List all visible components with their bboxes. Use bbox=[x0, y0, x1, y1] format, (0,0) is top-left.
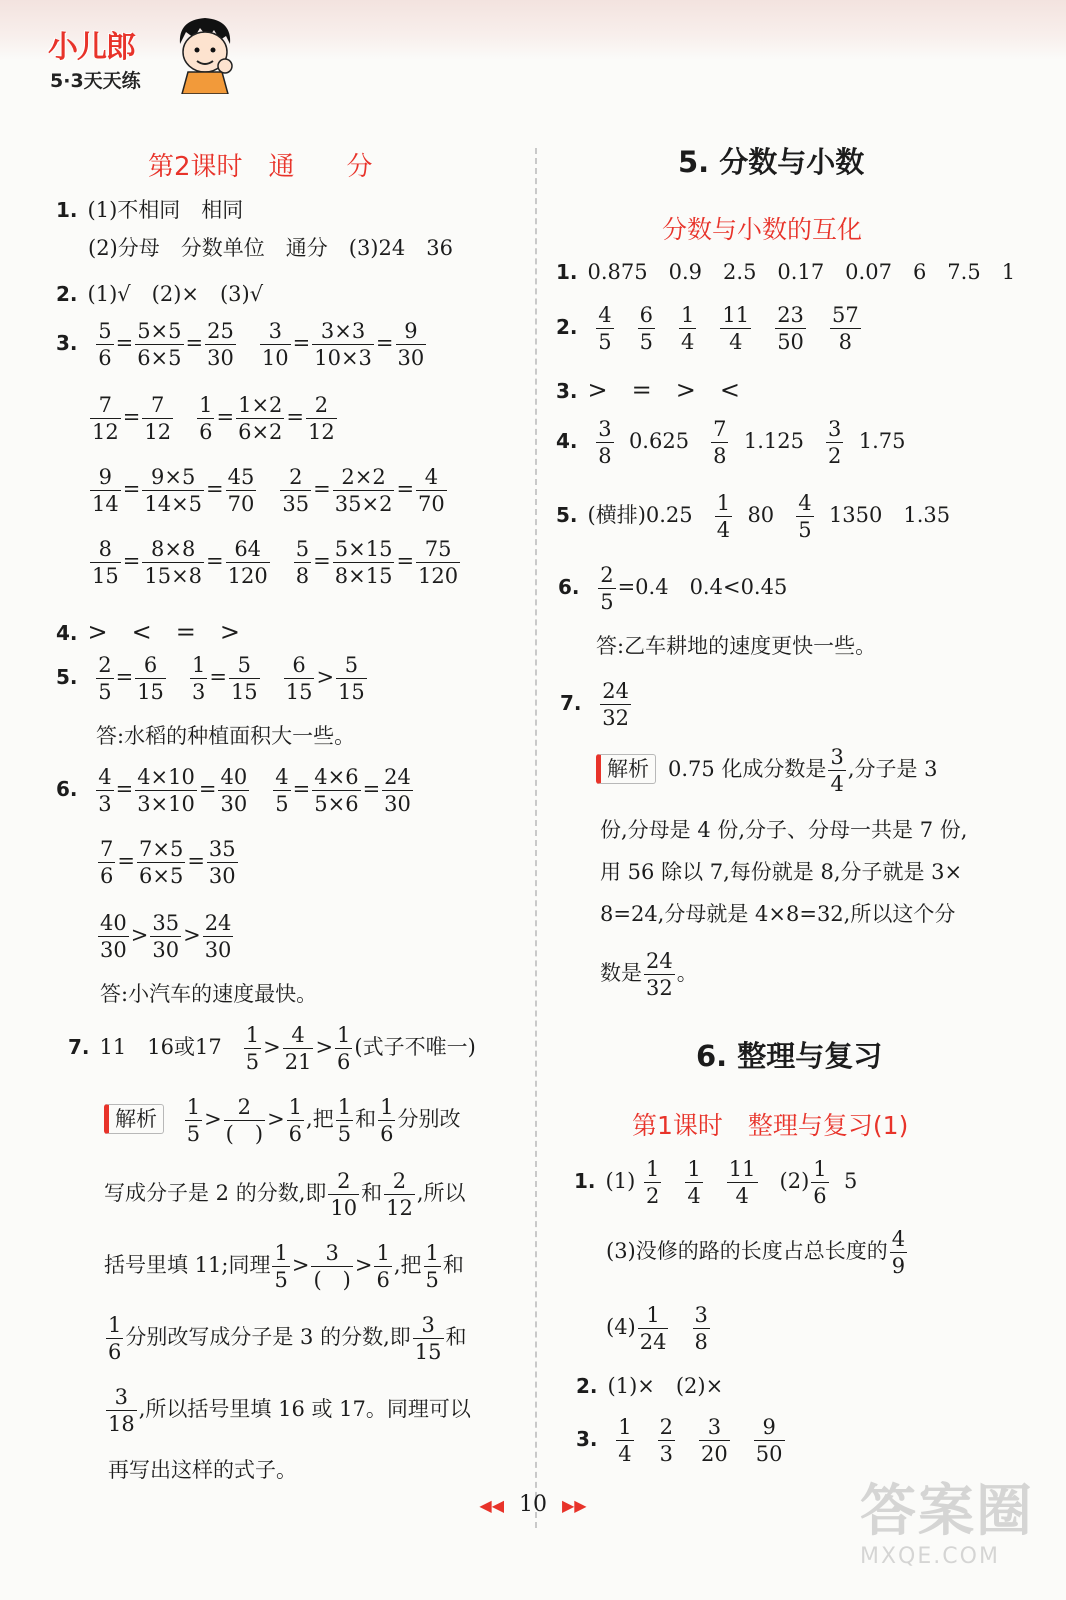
fraction: $\frac{1}{6}$ bbox=[288, 1095, 303, 1146]
fraction: $\frac{6}{15}$ bbox=[285, 653, 313, 704]
left-analysis-line2: 写成分子是 2 的分数,即 $\frac{2}{10}$ 和 $\frac{2}{12}$ ,所以 bbox=[104, 1169, 466, 1220]
fraction: $\frac{3}{10}$ bbox=[261, 319, 289, 370]
fraction: 3 ( ) bbox=[313, 1241, 351, 1292]
fraction: $\frac{2\times 2}{35\times 2}$ bbox=[334, 465, 393, 516]
fraction: $\frac{2}{12}$ bbox=[308, 393, 335, 444]
fraction: $\frac{6}{15}$ bbox=[137, 653, 164, 704]
right-analysis-line1: 解析 0.75 化成分数是 $\frac{3}{4}$ ,分子是 3 bbox=[596, 744, 938, 797]
fraction: $\frac{1}{4}$ bbox=[681, 303, 695, 354]
q7-line: 7. 11 16或17 $\frac{1}{5}$ > $\frac{4}{21}$ > $\frac{1}{6}$ (式子不唯一) bbox=[68, 1023, 476, 1074]
r-q6-line: 6. $\frac{2}{5}$ =0.4 0.4<0.45 bbox=[558, 563, 788, 614]
r-q7-line: 7. $\frac{24}{32}$ bbox=[560, 679, 629, 730]
fraction: $\frac{5}{15}$ bbox=[338, 653, 365, 704]
fraction: $\frac{1}{5}$ bbox=[186, 1095, 201, 1146]
fraction: $\frac{5}{8}$ bbox=[295, 537, 310, 588]
q3-row1: 3. $\frac{5}{6}$ = $\frac{5\times 5}{6\times 5}$ = $\frac{25}{30}$ $\frac{3}{10}$ = $\frac{3\times 3}{10\times 3}$ = $\frac{9}{30}$ bbox=[56, 319, 425, 370]
fraction: $\frac{75}{120}$ bbox=[418, 537, 459, 588]
fraction: $\frac{4}{5}$ bbox=[798, 491, 812, 542]
column-divider bbox=[535, 148, 537, 1528]
q1-line2: (2)分母 分数单位 通分 (3)24 36 bbox=[88, 236, 453, 260]
fraction: $\frac{2}{10}$ bbox=[330, 1169, 358, 1220]
fraction: $\frac{4}{21}$ bbox=[284, 1023, 312, 1074]
brand-logo bbox=[48, 22, 228, 102]
fraction: $\frac{23}{50}$ bbox=[777, 303, 804, 354]
fraction: $\frac{3}{20}$ bbox=[701, 1415, 728, 1466]
right-analysis-line2: 份,分母是 4 份,分子、分母一共是 7 份, bbox=[600, 818, 968, 842]
q5-line: 5. $\frac{2}{5}$ = $\frac{6}{15}$ $\frac{1}{3}$ = $\frac{5}{15}$ $\frac{6}{15}$ > $\frac{5}{15}$ bbox=[56, 653, 365, 704]
fraction: $\frac{1}{4}$ bbox=[716, 491, 731, 542]
fraction: $\frac{5}{6}$ bbox=[98, 319, 112, 370]
fraction: $\frac{8\times 8}{15\times 8}$ bbox=[144, 537, 203, 588]
fraction: $\frac{3}{2}$ bbox=[827, 417, 842, 468]
fraction: $\frac{1}{3}$ bbox=[191, 653, 206, 704]
r-q3-line: 3. > = > < bbox=[556, 376, 740, 404]
right-analysis-line5: 数是 $\frac{24}{32}$ 。 bbox=[600, 949, 698, 1000]
fraction: $\frac{11}{4}$ bbox=[722, 303, 750, 354]
fraction: $\frac{24}{32}$ bbox=[602, 679, 629, 730]
fraction: $\frac{9}{14}$ bbox=[92, 465, 119, 516]
fraction: $\frac{8}{15}$ bbox=[92, 537, 119, 588]
fraction: $\frac{5}{15}$ bbox=[230, 653, 258, 704]
fraction: $\frac{4}{5}$ bbox=[598, 303, 612, 354]
fraction: $\frac{1}{2}$ bbox=[645, 1157, 660, 1208]
fraction: $\frac{7\times 5}{6\times 5}$ bbox=[138, 837, 184, 888]
fraction: $\frac{25}{30}$ bbox=[207, 319, 234, 370]
fraction: $\frac{7}{12}$ bbox=[144, 393, 172, 444]
r-q6-answer: 答:乙车耕地的速度更快一些。 bbox=[596, 634, 877, 658]
fraction: $\frac{11}{4}$ bbox=[728, 1157, 756, 1208]
fraction: $\frac{3}{15}$ bbox=[414, 1313, 442, 1364]
q6-row1: 6. $\frac{4}{3}$ = $\frac{4\times 10}{3\times 10}$ = $\frac{40}{30}$ $\frac{4}{5}$ = $\frac{4\times 6}{5\times 6}$ = $\frac{24}{30}$ bbox=[56, 765, 411, 816]
r-q4-line: 4. $\frac{3}{8}$ 0.625 $\frac{7}{8}$ 1.125 $\frac{3}{2}$ 1.75 bbox=[556, 417, 906, 468]
q4-line: 4. > < = > bbox=[56, 618, 240, 646]
fraction: $\frac{4}{9}$ bbox=[891, 1227, 906, 1278]
left-analysis-line6: 再写出这样的式子。 bbox=[108, 1458, 297, 1482]
fraction: $\frac{2}{5}$ bbox=[98, 653, 112, 704]
fraction: $\frac{9}{30}$ bbox=[397, 319, 425, 370]
fraction: $\frac{3}{4}$ bbox=[830, 745, 844, 796]
fraction: $\frac{1}{5}$ bbox=[245, 1023, 260, 1074]
analysis-tag: 解析 bbox=[104, 1104, 164, 1134]
fraction: $\frac{24}{30}$ bbox=[204, 911, 232, 962]
fraction: $\frac{40}{30}$ bbox=[220, 765, 248, 816]
q3-row2: $\frac{7}{12}$ = $\frac{7}{12}$ $\frac{1}{6}$ = $\frac{1\times 2}{6\times 2}$ = $\frac{2}{12}$ bbox=[92, 393, 335, 444]
section-title: 第2课时 通 分 bbox=[148, 152, 373, 182]
fraction: $\frac{7}{6}$ bbox=[100, 837, 114, 888]
fraction: $\frac{2}{12}$ bbox=[386, 1169, 413, 1220]
fraction: $\frac{6}{5}$ bbox=[639, 303, 653, 354]
analysis-tag: 解析 bbox=[596, 754, 656, 784]
fraction: $\frac{1}{6}$ bbox=[813, 1157, 827, 1208]
right-analysis-line3: 用 56 除以 7,每份就是 8,分子就是 3× bbox=[600, 860, 963, 884]
fraction: $\frac{1}{6}$ bbox=[108, 1313, 122, 1364]
r6-q2-line: 2. (1)× (2)× bbox=[576, 1374, 724, 1398]
brand-name: 小儿郎 bbox=[48, 30, 135, 65]
fraction: $\frac{4}{3}$ bbox=[98, 765, 112, 816]
fraction: $\frac{1}{6}$ bbox=[337, 1023, 351, 1074]
fraction: $\frac{40}{30}$ bbox=[100, 911, 127, 962]
fraction: $\frac{45}{70}$ bbox=[227, 465, 255, 516]
fraction: $\frac{2}{35}$ bbox=[282, 465, 310, 516]
chapter-heading-6: 6. 整理与复习 bbox=[696, 1039, 883, 1073]
q6-row2: $\frac{7}{6}$ = $\frac{7\times 5}{6\times 5}$ = $\frac{35}{30}$ bbox=[100, 837, 236, 888]
next-page-icon[interactable]: ▶▶ bbox=[562, 1496, 587, 1515]
fraction: $\frac{24}{30}$ bbox=[384, 765, 411, 816]
fraction: $\frac{1}{24}$ bbox=[639, 1303, 667, 1354]
fraction: $\frac{3}{8}$ bbox=[598, 417, 612, 468]
fraction: $\frac{24}{32}$ bbox=[646, 949, 673, 1000]
fraction: $\frac{4}{70}$ bbox=[418, 465, 445, 516]
q3-row3: $\frac{9}{14}$ = $\frac{9\times 5}{14\times 5}$ = $\frac{45}{70}$ $\frac{2}{35}$ = $\frac{2\times 2}{35\times 2}$ = $\frac{4}{70}$ bbox=[92, 465, 445, 516]
watermark: 答案圈 MXQE.COM bbox=[860, 1479, 1034, 1569]
fraction: $\frac{1}{6}$ bbox=[199, 393, 213, 444]
fraction: $\frac{1}{4}$ bbox=[618, 1415, 632, 1466]
section-subhead-5: 分数与小数的互化 bbox=[662, 215, 863, 244]
fraction: $\frac{4}{5}$ bbox=[275, 765, 289, 816]
fraction: $\frac{2}{5}$ bbox=[600, 563, 614, 614]
r-q1-line: 1. 0.875 0.9 2.5 0.17 0.07 6 7.5 1 bbox=[556, 260, 1016, 284]
fraction: $\frac{1}{5}$ bbox=[274, 1241, 288, 1292]
q1-line1: 1. (1)不相同 相同 bbox=[56, 198, 244, 222]
page-number: 10 bbox=[519, 1492, 547, 1517]
r6-q3-line: 3. $\frac{1}{4}$ $\frac{2}{3}$ $\frac{3}{20}$ $\frac{9}{50}$ bbox=[576, 1415, 783, 1466]
fraction: $\frac{35}{30}$ bbox=[208, 837, 236, 888]
fraction: $\frac{3}{8}$ bbox=[694, 1303, 708, 1354]
right-analysis-line4: 8=24,分母就是 4×8=32,所以这个分 bbox=[600, 902, 956, 926]
q3-row4: $\frac{8}{15}$ = $\frac{8\times 8}{15\times 8}$ = $\frac{64}{120}$ $\frac{5}{8}$ = $\frac{5\times 15}{8\times 15}$ = $\frac{75}{120}$ bbox=[92, 537, 459, 588]
left-analysis-line1: 解析 $\frac{1}{5}$ > 2 ( ) > $\frac{1}{6}$ ,把 $\frac{1}{5}$ 和 $\frac{1}{6}$ 分别改 bbox=[104, 1094, 460, 1147]
r-q5-line: 5. (横排)0.25 $\frac{1}{4}$ 80 $\frac{4}{5}$ 1350 1.35 bbox=[556, 491, 951, 542]
fraction: $\frac{5\times 5}{6\times 5}$ bbox=[137, 319, 182, 370]
fraction: $\frac{5\times 15}{8\times 15}$ bbox=[334, 537, 393, 588]
fraction: $\frac{64}{120}$ bbox=[227, 537, 268, 588]
fraction: $\frac{3\times 3}{10\times 3}$ bbox=[314, 319, 372, 370]
q5-answer: 答:水稻的种植面积大一些。 bbox=[96, 724, 356, 748]
prev-page-icon[interactable]: ◀◀ bbox=[479, 1496, 504, 1515]
fraction: $\frac{7}{8}$ bbox=[713, 417, 727, 468]
left-analysis-line3: 括号里填 11;同理 $\frac{1}{5}$ > 3 ( ) > $\frac{1}{6}$ ,把 $\frac{1}{5}$ 和 bbox=[104, 1241, 464, 1292]
fraction: 2 ( ) bbox=[225, 1095, 264, 1146]
brand-subtitle: 5·3天天练 bbox=[50, 70, 141, 92]
fraction: $\frac{3}{18}$ bbox=[108, 1385, 135, 1436]
q6-answer: 答:小汽车的速度最快。 bbox=[100, 982, 318, 1006]
fraction: $\frac{9\times 5}{14\times 5}$ bbox=[144, 465, 203, 516]
fraction: $\frac{7}{12}$ bbox=[92, 393, 119, 444]
fraction: $\frac{1}{6}$ bbox=[376, 1241, 390, 1292]
r-q2-line: 2. $\frac{4}{5}$ $\frac{6}{5}$ $\frac{1}{4}$ $\frac{11}{4}$ $\frac{23}{50}$ $\frac{57}{8}$ bbox=[556, 303, 859, 354]
fraction: $\frac{1\times 2}{6\times 2}$ bbox=[238, 393, 283, 444]
r6-q1-line2: (3)没修的路的长度占总长度的 $\frac{4}{9}$ bbox=[606, 1227, 906, 1278]
mascot-boy-icon bbox=[170, 14, 240, 94]
chapter-heading-5: 5. 分数与小数 bbox=[678, 145, 865, 179]
fraction: $\frac{9}{50}$ bbox=[755, 1415, 783, 1466]
q2-line: 2. (1)√ (2)× (3)√ bbox=[56, 282, 264, 306]
r6-q1-line1: 1. (1) $\frac{1}{2}$ $\frac{1}{4}$ $\frac{11}{4}$ (2) $\frac{1}{6}$ 5 bbox=[574, 1157, 858, 1208]
left-analysis-line5: $\frac{3}{18}$ ,所以括号里填 16 或 17。同理可以 bbox=[108, 1385, 471, 1436]
q6-row3: $\frac{40}{30}$ > $\frac{35}{30}$ > $\frac{24}{30}$ bbox=[100, 911, 232, 962]
fraction: $\frac{1}{5}$ bbox=[337, 1095, 352, 1146]
fraction: $\frac{1}{6}$ bbox=[380, 1095, 394, 1146]
r6-q1-line3: (4) $\frac{1}{24}$ $\frac{3}{8}$ bbox=[606, 1303, 708, 1354]
fraction: $\frac{35}{30}$ bbox=[152, 911, 180, 962]
fraction: $\frac{4\times 10}{3\times 10}$ bbox=[137, 765, 195, 816]
section-subhead-6: 第1课时 整理与复习(1) bbox=[632, 1111, 909, 1140]
fraction: $\frac{57}{8}$ bbox=[831, 303, 859, 354]
fraction: $\frac{1}{4}$ bbox=[687, 1157, 701, 1208]
left-analysis-line4: $\frac{1}{6}$ 分别改写成分子是 3 的分数,即 $\frac{3}{15}$ 和 bbox=[108, 1313, 467, 1364]
fraction: $\frac{4\times 6}{5\times 6}$ bbox=[314, 765, 359, 816]
fraction: $\frac{1}{5}$ bbox=[425, 1241, 439, 1292]
fraction: $\frac{2}{3}$ bbox=[659, 1415, 673, 1466]
